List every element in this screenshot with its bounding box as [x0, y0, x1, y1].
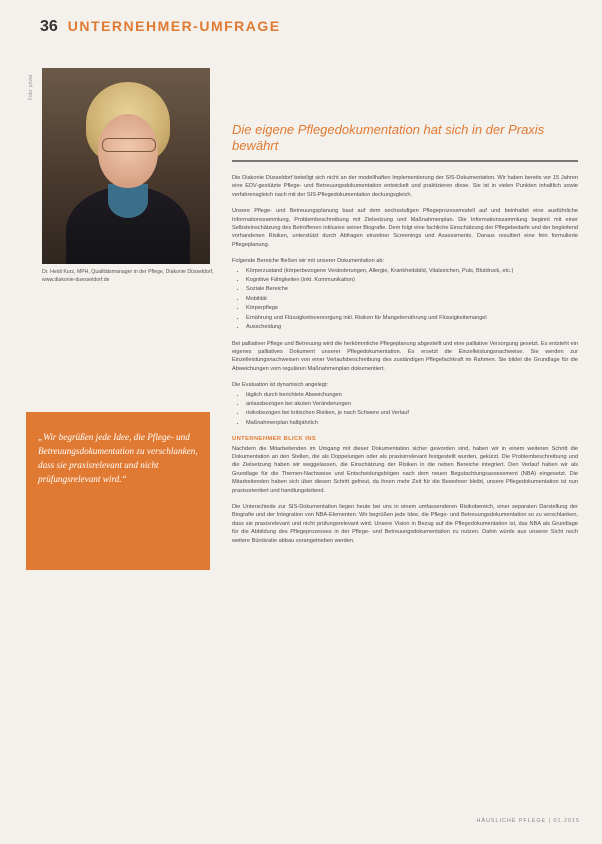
paragraph: Bei palliativer Pflege und Betreuung wird die herkömmliche Pflegeplanung abgestellt und eine palliative Versorgung gesetzt. Es entsteht ein eigenes palliatives Dokument unserer Pflegedokumentation. Es ersetzt die Einzelleistungsnachweise. Sie werden zur Einzelleistungsnachweisen von einer Verlaufsbeschreibung des zuständigen Pflegefachkraft im Rahmen. Sie bildet die Grundlage für die Abweichungen vom regulären Maßnahmenplan dokumentiert.	[232, 340, 578, 372]
list-item: • Ausscheidung	[246, 323, 578, 331]
portrait-glasses	[102, 138, 156, 152]
evaluation-list	[232, 391, 578, 428]
list-item: • Kognitive Fähigkeiten (inkl. Kommunikation)	[246, 276, 578, 284]
page-number: 36	[40, 18, 58, 35]
page-header	[40, 18, 281, 36]
list-item: • Soziale Bereiche	[246, 285, 578, 293]
portrait-photo	[42, 68, 210, 264]
pull-quote-box	[26, 412, 210, 570]
photo-credit: Foto: privat	[28, 74, 34, 100]
subheading: UNTERNEHMER BLICK INS	[232, 436, 317, 443]
list-item: • Körperzustand (körperbezogene Veränderungen, Allergie, Krankheitsbild, Vitalzeichen, Puls, Blutdruck, etc.)	[246, 267, 578, 275]
article-body	[232, 174, 578, 553]
list-item: • Mobilität	[246, 295, 578, 303]
list-item: • Maßnahmenplan halbjährlich	[246, 419, 578, 427]
list-item: • anlassbezogen bei akuten Veränderungen	[246, 400, 578, 408]
headline-rule	[232, 160, 578, 162]
portrait-scarf	[108, 184, 148, 218]
paragraph: Die Unterschiede zur SIS-Dokumentation liegen heute bei uns in einem umfassenderen Risikobereich, einer separaten Darstellung der Biografie und der Integration von NBA-Elementen. Wir begrüßen jede Idee, die Pflege- und Betreuungsdokumentation so zu verschlanken, dass sie praxisrelevant und nicht prüfungsrelevant wird. Unsere Vision in Bezug auf die Pflegedokumentation ist, das NBA als Grundlage für die Abbildung des Pflegeprozesses in der Pflege- und Betreuungsdokumentation zu nutzen. Dahin würde aus unserer Sicht noch weitere Bürokratie abbau vorangetrieben werden.	[232, 504, 578, 544]
areas-list	[232, 267, 578, 332]
paragraph: Die Diakonie Düsseldorf beteiligt sich nicht an der modellhaften Implementierung der SIS-Dokumentation. Wir haben bereits vor 15 Jahren eine EDV-gestützte Pflege- und Betreuungsdokumentation entwickelt und praktizieren diese. Sie ist in vielen Punkten inhaltlich sowie verfahrensgleich nach mit der SIS-Pflegedokumentation deckungsgleich.	[232, 175, 578, 198]
list-item: • Ernährung und Flüssigkeitsversorgung inkl. Risiken für Mangelernährung und Flüssigkeitsmangel	[246, 314, 578, 322]
paragraph: Folgende Bereiche fließen wir mit unserer Dokumentation ab:	[232, 258, 385, 265]
page-footer: HÄUSLICHE PFLEGE | 01.2015	[476, 818, 580, 824]
photo-caption: Dr. Heidi Kurz, MPH, Qualitätsmanager in der Pflege, Diakonie Düsseldorf, www.diakonie-duesseldorf.de	[42, 269, 214, 283]
article-headline: Die eigene Pflegedokumentation hat sich in der Praxis bewährt	[232, 122, 545, 153]
paragraph: Unsere Pflege- und Betreuungsplanung baut auf dem sechsstufigen Pflegeprozessmodell auf und beinhaltet eine ausführliche Informationssammlung, Problembeschreibung mit Zielsetzung und Maßnahmenplan. Die Informationssammlung beginnt mit einer Selbsteinschätzung des Betroffenen inklusive seiner Biografie. Dem folgt eine fachliche Einschätzung der Pflegebedarfe und der begleitend vorhandenen Risiken, unterstützt durch Abfragen einzelner Screenings und Assessments. Daraus resultiert eine fein formulierte Pflegeplanung.	[232, 208, 578, 248]
list-item: • Körperpflege	[246, 304, 578, 312]
list-item: • täglich durch berichtete Abweichungen	[246, 391, 578, 399]
pull-quote: „Wir begrüßen jede Idee, die Pflege- und Betreuungsdokumentation zu verschlanken, dass sie praxisrelevant und nicht prüfungsrelevant wird.“	[38, 432, 198, 484]
section-title: UNTERNEHMER-UMFRAGE	[67, 18, 281, 34]
paragraph: Nachdem die Mitarbeitenden im Umgang mit dieser Dokumentation sicher geworden sind, haben wir in einem weiteren Schritt die Dokumentation an den Stellen, die als Doppelungen oder als praxisirrelevant festgestellt wurden, gekürzt. Die Problembeschreibung und die Zielsetzung haben wir weggelassen, die Einschätzung der Risiken in die neben Bereiche integriert. Den Verlauf haben wir als Grundlage für die Themen-Nachweise und Entscheidungsbögen nach dem neuen Begutachtungsassessment (NBA) eingesetzt. Die Mitarbeitenden haben sich über diesen Schritt gefreut, da ihnen mehr Zeit für die Bewohner bleibt, unsere Pflegedokumentation ist nun praxisorientiert und handlungsleitend.	[232, 445, 578, 494]
paragraph: Die Evaluation ist dynamisch angelegt:	[232, 382, 329, 389]
list-item: • risikobezogen bei kritischen Risiken, je nach Schwere und Verlauf	[246, 409, 578, 417]
